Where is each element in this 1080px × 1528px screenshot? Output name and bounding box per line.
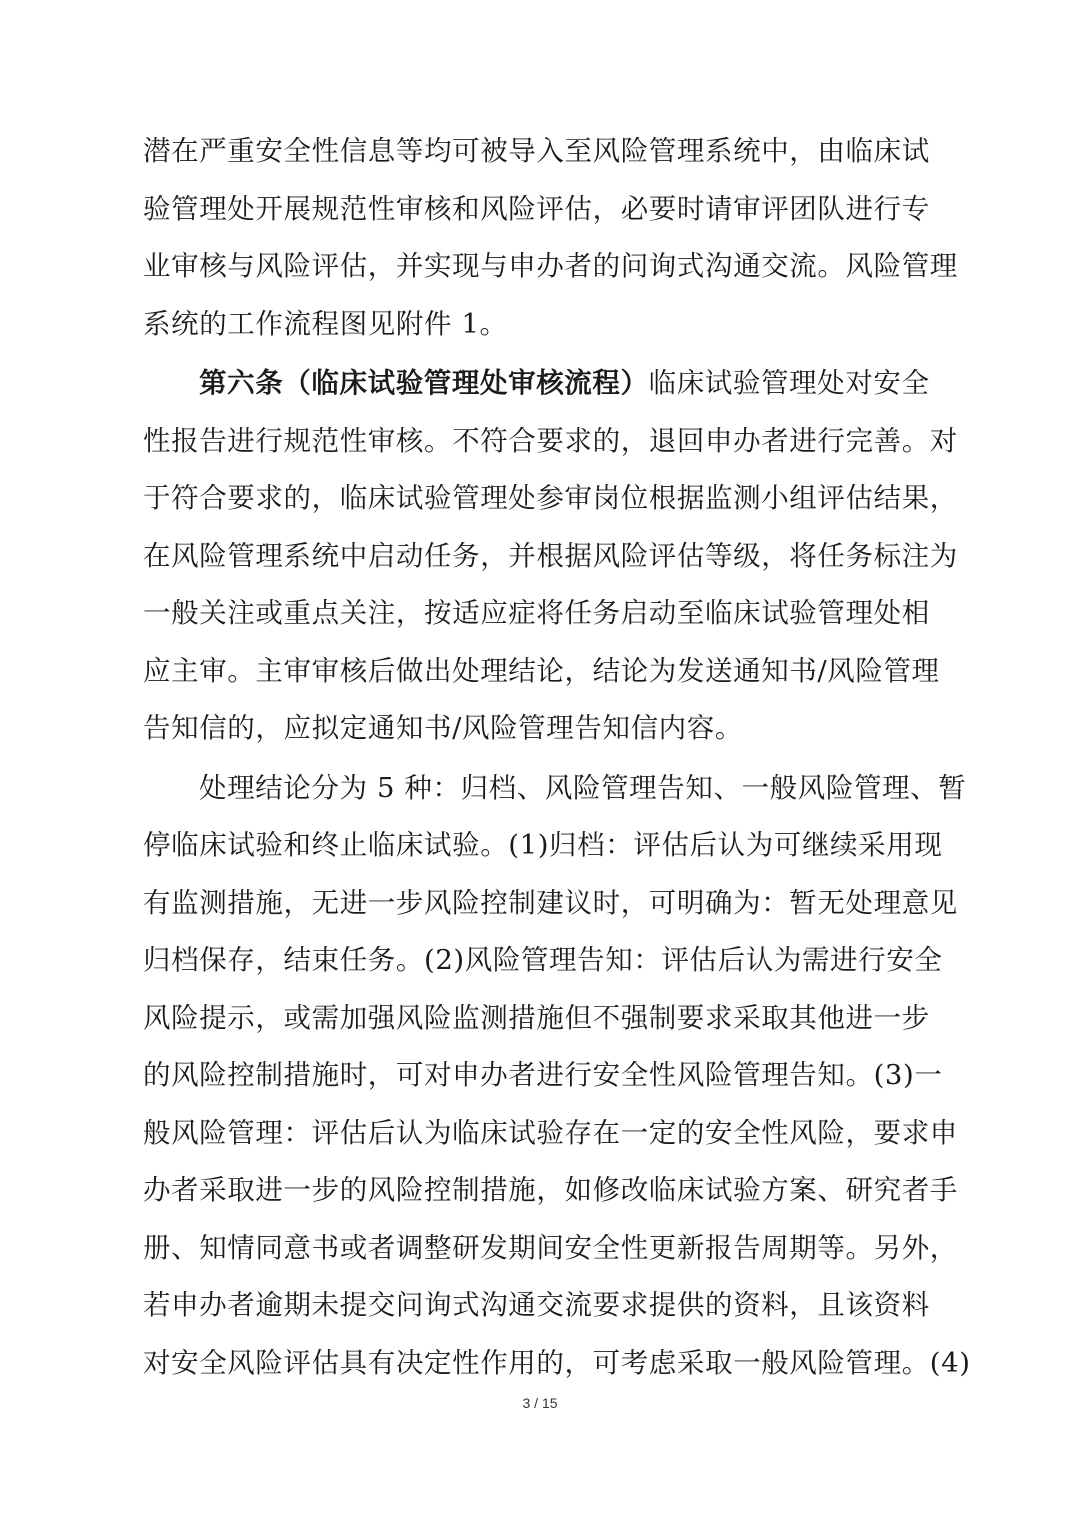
text-line: 一般关注或重点关注，按适应症将任务启动至临床试验管理处相	[143, 597, 930, 629]
text-line: 的风险控制措施时，可对申办者进行安全性风险管理告知。(3)一	[143, 1059, 943, 1091]
article-heading: 第六条（临床试验管理处审核流程）	[199, 367, 649, 399]
text-line: 归档保存，结束任务。(2)风险管理告知：评估后认为需进行安全	[143, 944, 943, 976]
text-line: 有监测措施，无进一步风险控制建议时，可明确为：暂无处理意见	[143, 886, 958, 919]
text-line: 应主审。主审审核后做出处理结论，结论为发送通知书/风险管理	[143, 654, 940, 687]
text-line: 系统的工作流程图见附件 1。	[143, 307, 508, 340]
text-line: 若申办者逾期未提交问询式沟通交流要求提供的资料，且该资料	[143, 1289, 930, 1321]
document-body	[143, 123, 971, 1392]
text-line: 性报告进行规范性审核。不符合要求的，退回申办者进行完善。对	[143, 424, 958, 457]
text-line: 在风险管理系统中启动任务，并根据风险评估等级，将任务标注为	[143, 539, 958, 572]
paragraph	[143, 355, 958, 758]
text-line: 办者采取进一步的风险控制措施，如修改临床试验方案、研究者手	[143, 1174, 958, 1206]
text-line	[143, 355, 930, 413]
text-line: 册、知情同意书或者调整研发期间安全性更新报告周期等。另外，	[143, 1231, 958, 1264]
text-line: 验管理处开展规范性审核和风险评估，必要时请审评团队进行专	[143, 192, 930, 225]
text-line: 业审核与风险评估，并实现与申办者的问询式沟通交流。风险管理	[143, 250, 958, 282]
page-number: 3 / 15	[522, 1395, 558, 1411]
text-line: 处理结论分为 5 种：归档、风险管理告知、一般风险管理、暂	[199, 771, 967, 804]
text-line: 风险提示，或需加强风险监测措施但不强制要求采取其他进一步	[143, 1001, 930, 1034]
text-line: 对安全风险评估具有决定性作用的，可考虑采取一般风险管理。(4)	[143, 1346, 971, 1379]
text-line: 停临床试验和终止临床试验。(1)归档：评估后认为可继续采用现	[143, 829, 943, 861]
text-line: 于符合要求的，临床试验管理处参审岗位根据监测小组评估结果，	[143, 482, 958, 514]
text-line: 般风险管理：评估后认为临床试验存在一定的安全性风险，要求申	[143, 1116, 958, 1149]
text-line: 潜在严重安全性信息等均可被导入至风险管理系统中，由临床试	[143, 135, 930, 167]
paragraph	[143, 760, 971, 1393]
text-line: 告知信的，应拟定通知书/风险管理告知信内容。	[143, 712, 743, 744]
paragraph	[143, 123, 958, 353]
text-run: 临床试验管理处对安全	[648, 367, 930, 399]
